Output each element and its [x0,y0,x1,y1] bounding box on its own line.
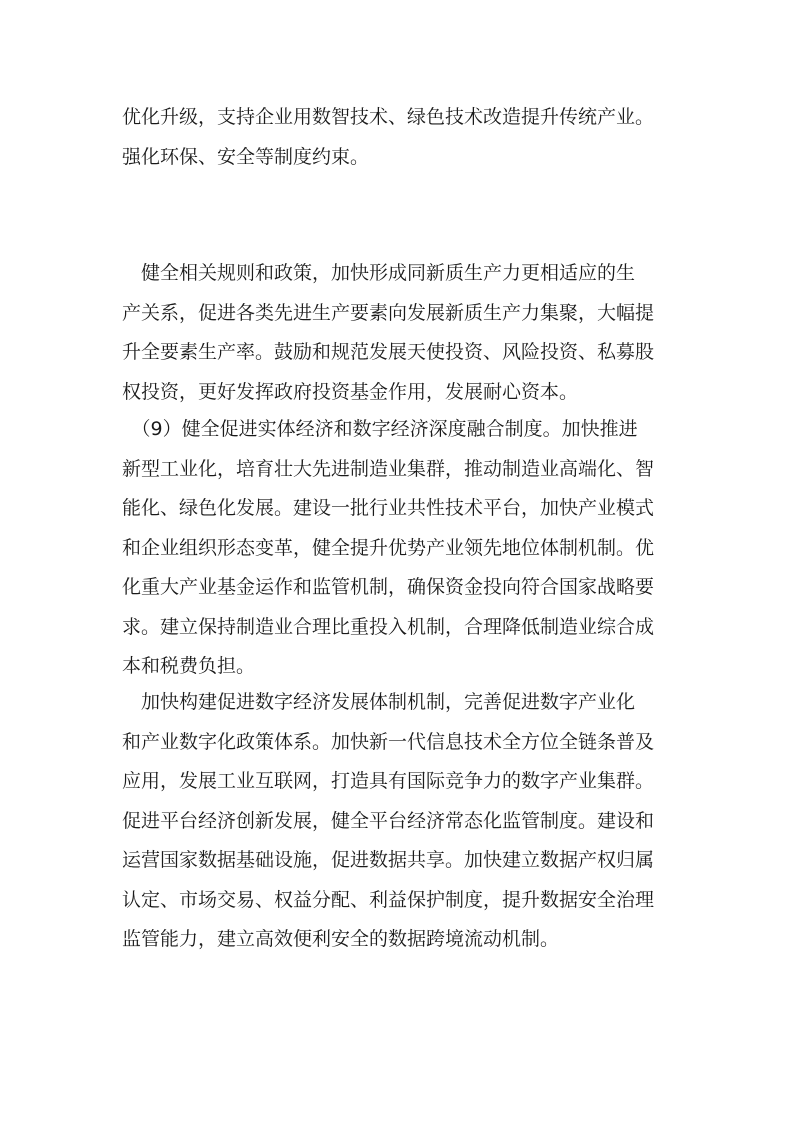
text-line: 求。建立保持制造业合理比重投入机制，合理降低制造业综合成 [122,615,655,638]
text-line: 本和税费负担。 [122,655,256,677]
text-line: （9）健全促进实体经济和数字经济深度融合制度。加快推进 [122,418,638,440]
text-line: 运营国家数据基础设施，促进数据共享。加快建立数据产权归属 [122,849,655,871]
text-line: 健全相关规则和政策，加快形成同新质生产力更相适应的生 [122,262,636,284]
text-line: 强化环保、安全等制度约束。 [122,145,370,168]
text-line: 化重大产业基金运作和监管机制，确保资金投向符合国家战略要 [122,576,655,598]
paragraph-digital-economy-mechanism [122,683,692,960]
text-line: 能化、绿色化发展。建设一批行业共性技术平台，加快产业模式 [122,497,655,519]
text-line: 优化升级，支持企业用数智技术、绿色技术改造提升传统产业。 [122,106,655,128]
text-line: 加快构建促进数字经济发展体制机制，完善促进数字产业化 [122,691,636,713]
text-line: 应用，发展工业互联网，打造具有国际竞争力的数字产业集群。 [122,770,655,792]
text-line: 认定、市场交易、权益分配、利益保护制度，提升数据安全治理 [122,888,655,911]
text-line: 产关系，促进各类先进生产要素向发展新质生产力集聚，大幅提 [122,301,655,324]
paragraph-production-relations [122,254,692,412]
paragraph-industrial-upgrade [122,98,692,177]
paragraph-section-9-real-digital-economy [122,410,692,687]
text-line: 和产业数字化政策体系。加快新一代信息技术全方位全链条普及 [122,730,655,753]
text-line: 和企业组织形态变革，健全提升优势产业领先地位体制机制。优 [122,536,655,559]
text-line: 促进平台经济创新发展，健全平台经济常态化监管制度。建设和 [122,809,655,832]
text-line: 权投资，更好发挥政府投资基金作用，发展耐心资本。 [122,380,579,403]
text-line: 升全要素生产率。鼓励和规范发展天使投资、风险投资、私募股 [122,341,655,363]
text-line: 新型工业化，培育壮大先进制造业集群，推动制造业高端化、智 [122,457,655,480]
text-line: 监管能力，建立高效便利安全的数据跨境流动机制。 [122,928,560,950]
